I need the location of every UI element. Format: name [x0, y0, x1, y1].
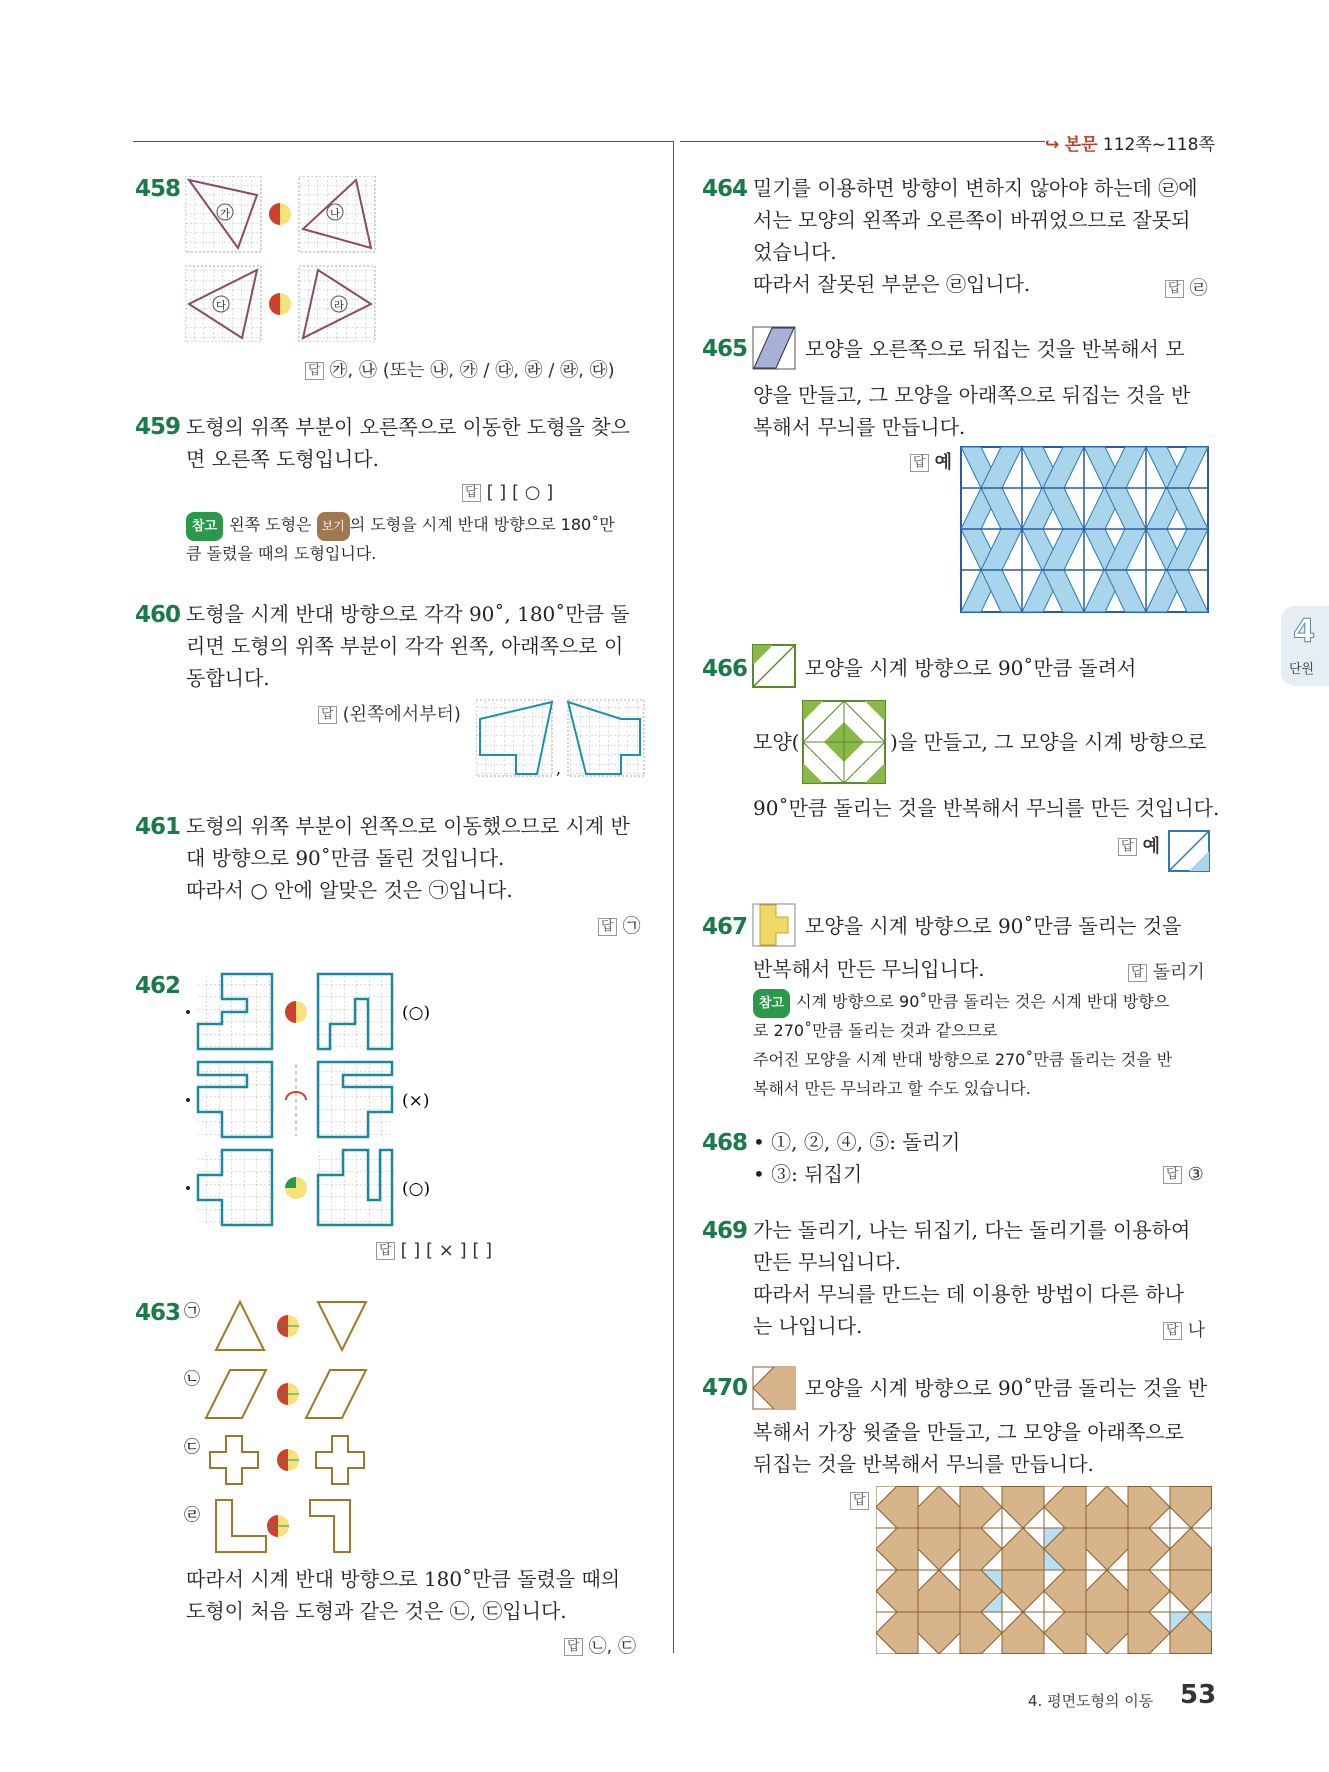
svg-text:(○): (○): [402, 1003, 431, 1023]
problem-number: 463: [135, 1300, 181, 1326]
svg-text:(×): (×): [402, 1091, 430, 1111]
svg-text:(○): (○): [402, 1179, 431, 1199]
svg-text:가: 가: [220, 209, 230, 220]
problem-number: 460: [135, 602, 181, 628]
return-arrow-icon: ↪: [1045, 135, 1060, 155]
svg-text:,: ,: [556, 759, 562, 778]
problem-number: 465: [702, 336, 748, 362]
answer: 답 돌리기: [1128, 958, 1205, 984]
answer: 답 ㉣: [1165, 274, 1208, 300]
header-rule-left: [133, 141, 673, 142]
yellow-shape-icon: [752, 903, 796, 947]
problem-number: 467: [702, 914, 748, 940]
chapter-tab: 4 단원: [1281, 606, 1329, 686]
svg-text:㉢: ㉢: [184, 1437, 201, 1456]
answer: 답 ③: [1163, 1164, 1204, 1185]
tan-shape-icon: [752, 1366, 796, 1410]
answer: 답 나: [1163, 1316, 1205, 1342]
answer: 답 ㉡, ㉢: [564, 1632, 636, 1658]
svg-text:다: 다: [216, 301, 226, 312]
note: 참고 시계 방향으로 90˚만큼 돌리는 것은 시계 반대 방향으: [753, 987, 1169, 1018]
problem-number: 458: [135, 176, 181, 202]
answer: 답 [ ] [ ○ ]: [462, 482, 553, 503]
answer: 답 ㉠: [598, 912, 641, 938]
pattern-470: [876, 1486, 1212, 1654]
note: 참고 왼쪽 도형은 보기 의 도형을 시계 반대 방향으로 180˚만: [186, 510, 615, 541]
answer: 답 ㉮, ㉯ (또는 ㉯, ㉮ / ㉰, ㉱ / ㉱, ㉰): [305, 356, 615, 382]
problem-number: 462: [135, 973, 181, 999]
problem-number: 461: [135, 814, 181, 840]
figure-462: [182, 972, 442, 1228]
parallelogram-icon: [752, 326, 796, 370]
answer: 답 예: [910, 448, 952, 474]
figure-460: [476, 698, 646, 778]
problem-number: 469: [702, 1218, 748, 1244]
answer: 답 (왼쪽에서부터): [318, 700, 461, 726]
figure-463: [182, 1298, 382, 1560]
problem-number: 464: [702, 176, 748, 202]
figure-458: [185, 176, 385, 342]
green-square-pattern: [802, 700, 886, 784]
problem-number: 459: [135, 414, 181, 440]
header-rule-right: [680, 141, 1045, 142]
answer: 답: [850, 1490, 875, 1511]
svg-text:라: 라: [334, 301, 344, 312]
pattern-465: [960, 446, 1210, 614]
problem-number: 470: [702, 1375, 748, 1401]
svg-text:㉠: ㉠: [184, 1301, 201, 1320]
svg-text:㉡: ㉡: [184, 1369, 201, 1388]
answer: 답 예: [1118, 832, 1160, 858]
svg-text:㉣: ㉣: [184, 1505, 201, 1524]
header-ref: ↪ 본문 112쪽~118쪽: [1045, 135, 1215, 155]
problem-number: 468: [702, 1130, 748, 1156]
column-divider: [673, 141, 674, 1653]
green-triangle-icon: [752, 644, 796, 688]
svg-text:나: 나: [330, 209, 340, 220]
answer: 답 [ ] [ × ] [ ]: [376, 1240, 492, 1261]
problem-number: 466: [702, 656, 748, 682]
answer-icon-466: [1168, 830, 1210, 872]
